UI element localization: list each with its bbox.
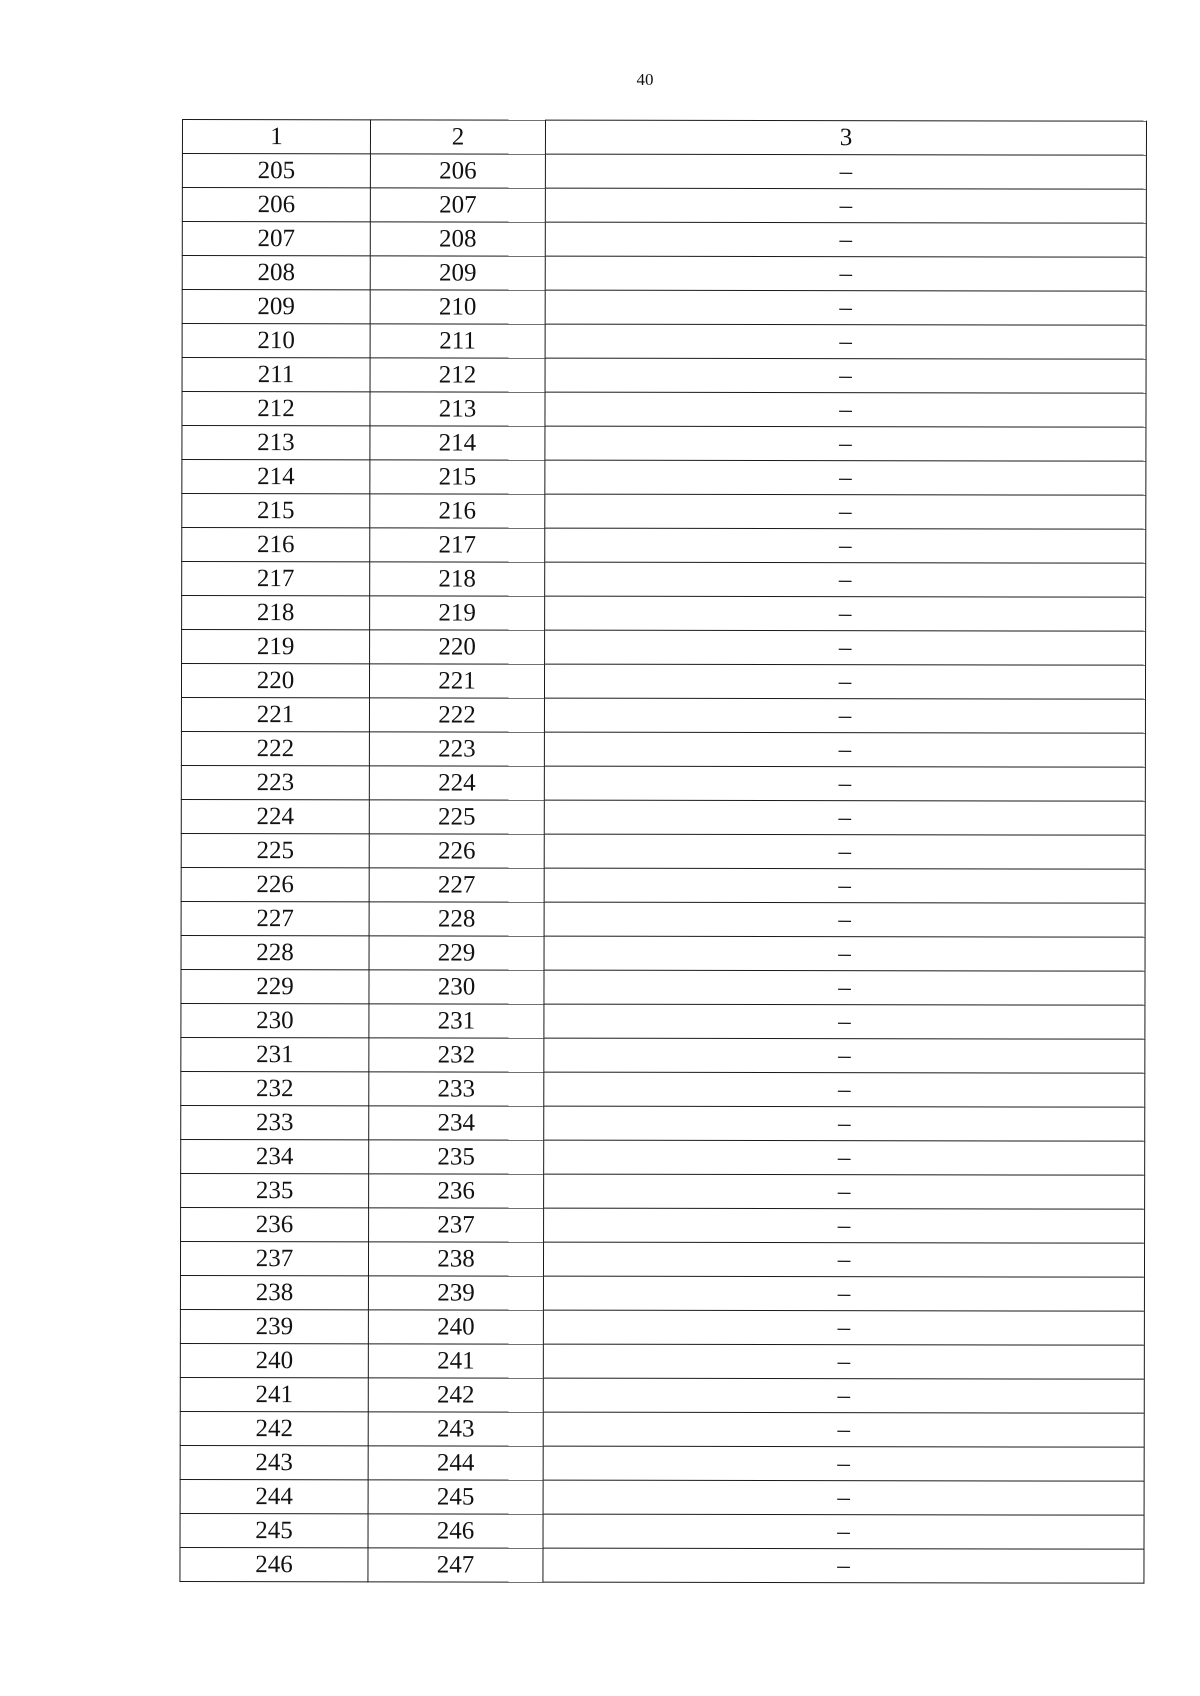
table-cell-col-1: 209: [182, 290, 370, 324]
table-cell-col-1: 212: [182, 392, 370, 426]
table-cell-col-2: 215: [370, 460, 545, 494]
table-cell-col-2: 234: [369, 1106, 544, 1140]
table-cell-col-1: 244: [180, 1479, 368, 1513]
table-cell-col-2: 231: [369, 1004, 544, 1038]
table-cell-col-3: –: [543, 1242, 1144, 1277]
table-row: [182, 324, 1146, 360]
table-cell-col-3: –: [545, 562, 1146, 597]
table-row: [180, 1411, 1144, 1447]
table-cell-col-2: 221: [369, 664, 544, 698]
table-cell-col-2: 222: [369, 698, 544, 732]
table-cell-col-2: 209: [370, 256, 545, 290]
table-cell-col-3: –: [545, 528, 1146, 563]
table-cell-col-2: 236: [369, 1174, 544, 1208]
table-cell-col-2: 230: [369, 970, 544, 1004]
table-cell-col-1: 235: [181, 1173, 369, 1207]
table-cell-col-1: 228: [181, 935, 369, 969]
table-row: [180, 1547, 1144, 1583]
table-cell-col-3: –: [545, 494, 1146, 529]
table-row: [182, 358, 1146, 394]
table-row: [181, 1003, 1145, 1039]
table-cell-col-2: 219: [370, 596, 545, 630]
table-cell-col-1: 234: [181, 1139, 369, 1173]
table-cell-col-2: 233: [369, 1072, 544, 1106]
table-row: [181, 698, 1145, 734]
table-cell-col-1: 210: [182, 324, 370, 358]
table-row: [181, 765, 1145, 801]
table-cell-col-2: 206: [370, 154, 545, 188]
table-cell-col-3: –: [543, 1446, 1144, 1481]
table-row: [181, 1105, 1145, 1141]
table-cell-col-1: 238: [180, 1275, 368, 1309]
table-row: [182, 290, 1146, 326]
table-cell-col-2: 214: [370, 426, 545, 460]
table-cell-col-2: 225: [369, 800, 544, 834]
table-cell-col-3: –: [544, 970, 1145, 1005]
table-cell-col-3: –: [544, 1174, 1145, 1209]
table-row: [182, 596, 1146, 632]
table-cell-col-1: 215: [182, 494, 370, 528]
table-cell-col-3: –: [543, 1412, 1144, 1447]
table-row: [182, 460, 1146, 496]
table-cell-col-3: –: [545, 358, 1146, 393]
table-row: [181, 1173, 1145, 1209]
column-header-1: 1: [182, 120, 370, 154]
table-cell-col-3: –: [544, 698, 1145, 733]
table-cell-col-3: –: [545, 596, 1146, 631]
table-cell-col-2: 227: [369, 868, 544, 902]
table-cell-col-2: 241: [368, 1344, 543, 1378]
table-cell-col-1: 216: [182, 528, 370, 562]
table-cell-col-3: –: [544, 1038, 1145, 1073]
table-row: [182, 494, 1146, 530]
table-cell-col-1: 224: [181, 799, 369, 833]
table-cell-col-1: 229: [181, 969, 369, 1003]
table-cell-col-2: 247: [368, 1548, 543, 1582]
column-header-2: 2: [370, 120, 545, 154]
table-body: [180, 120, 1147, 1584]
table-cell-col-3: –: [543, 1344, 1144, 1379]
table-cell-col-1: 213: [182, 426, 370, 460]
table-cell-col-1: 233: [181, 1105, 369, 1139]
table-row: [181, 1037, 1145, 1073]
table-row: [182, 630, 1146, 666]
table-cell-col-1: 219: [182, 630, 370, 664]
table-cell-col-2: 216: [370, 494, 545, 528]
table-cell-col-3: –: [544, 868, 1145, 903]
table-row: [182, 256, 1146, 292]
table-cell-col-1: 245: [180, 1513, 368, 1547]
table-cell-col-2: 207: [370, 188, 545, 222]
table-cell-col-2: 212: [370, 358, 545, 392]
table-cell-col-3: –: [544, 732, 1145, 767]
table-row: [182, 154, 1146, 190]
table-cell-col-1: 225: [181, 833, 369, 867]
table-cell-col-3: –: [544, 800, 1145, 835]
table-cell-col-2: 223: [369, 732, 544, 766]
table-cell-col-1: 232: [181, 1071, 369, 1105]
table-cell-col-3: –: [543, 1276, 1144, 1311]
table-cell-col-1: 205: [182, 154, 370, 188]
table-cell-col-3: –: [544, 1004, 1145, 1039]
table-row: [180, 1241, 1144, 1277]
table-cell-col-3: –: [544, 1072, 1145, 1107]
table-row: [181, 731, 1145, 767]
table-row: [182, 562, 1146, 598]
table-header-row: [182, 120, 1146, 156]
table-cell-col-1: 227: [181, 901, 369, 935]
table-cell-col-1: 211: [182, 358, 370, 392]
table-cell-col-1: 221: [181, 698, 369, 732]
table-cell-col-3: –: [544, 766, 1145, 801]
table-cell-col-3: –: [545, 222, 1146, 257]
table-row: [181, 1139, 1145, 1175]
table-cell-col-3: –: [545, 426, 1146, 461]
table-row: [182, 392, 1146, 428]
table-cell-col-1: 226: [181, 867, 369, 901]
table-cell-col-3: –: [545, 290, 1146, 325]
table-cell-col-2: 220: [370, 630, 545, 664]
table-cell-col-2: 217: [370, 528, 545, 562]
table-row: [180, 1309, 1144, 1345]
table-cell-col-2: 244: [368, 1446, 543, 1480]
table-row: [181, 1207, 1145, 1243]
table-row: [180, 1275, 1144, 1311]
table-cell-col-2: 240: [368, 1310, 543, 1344]
page-number: 40: [636, 70, 654, 89]
table-cell-col-1: 240: [180, 1343, 368, 1377]
table-row: [181, 901, 1145, 937]
table-cell-col-3: –: [545, 630, 1146, 665]
table-row: [182, 528, 1146, 564]
table-cell-col-3: –: [543, 1548, 1144, 1583]
table-cell-col-1: 218: [182, 596, 370, 630]
data-table: [179, 119, 1147, 1584]
table-cell-col-3: –: [545, 324, 1146, 359]
table-row: [180, 1343, 1144, 1379]
table-cell-col-1: 243: [180, 1445, 368, 1479]
table-cell-col-1: 239: [180, 1309, 368, 1343]
table-cell-col-1: 241: [180, 1377, 368, 1411]
table-cell-col-2: 232: [369, 1038, 544, 1072]
table-cell-col-2: 213: [370, 392, 545, 426]
table-cell-col-2: 226: [369, 834, 544, 868]
table-cell-col-3: –: [545, 460, 1146, 495]
table-cell-col-1: 230: [181, 1003, 369, 1037]
table-cell-col-2: 243: [368, 1412, 543, 1446]
table-cell-col-1: 231: [181, 1037, 369, 1071]
table-cell-col-1: 207: [182, 222, 370, 256]
table-row: [182, 426, 1146, 462]
table-row: [181, 935, 1145, 971]
table-row: [182, 188, 1146, 224]
table-cell-col-3: –: [545, 392, 1146, 427]
table-row: [180, 1377, 1144, 1413]
table-cell-col-2: 228: [369, 902, 544, 936]
table-cell-col-2: 218: [370, 562, 545, 596]
table-cell-col-2: 229: [369, 936, 544, 970]
table-row: [181, 969, 1145, 1005]
table-cell-col-3: –: [545, 188, 1146, 223]
table-cell-col-2: 238: [368, 1242, 543, 1276]
table-cell-col-2: 210: [370, 290, 545, 324]
table-row: [180, 1445, 1144, 1481]
table-row: [180, 1513, 1144, 1549]
table-cell-col-1: 237: [180, 1241, 368, 1275]
table-cell-col-3: –: [544, 936, 1145, 971]
table-cell-col-1: 208: [182, 256, 370, 290]
table-cell-col-1: 222: [181, 731, 369, 765]
table-cell-col-1: 242: [180, 1411, 368, 1445]
table-cell-col-3: –: [543, 1378, 1144, 1413]
table-cell-col-1: 214: [182, 460, 370, 494]
table-cell-col-1: 220: [181, 664, 369, 698]
table-cell-col-3: –: [544, 834, 1145, 869]
table-cell-col-2: 211: [370, 324, 545, 358]
table-row: [181, 664, 1145, 700]
table-cell-col-3: –: [544, 1106, 1145, 1141]
table-cell-col-1: 246: [180, 1547, 368, 1581]
table-cell-col-2: 246: [368, 1514, 543, 1548]
table-row: [181, 1071, 1145, 1107]
table-row: [180, 1479, 1144, 1515]
table-cell-col-3: –: [544, 902, 1145, 937]
table-row: [182, 222, 1146, 258]
table-cell-col-3: –: [544, 1208, 1145, 1243]
table-row: [181, 799, 1145, 835]
table-row: [181, 833, 1145, 869]
column-header-3: 3: [545, 120, 1146, 155]
table-cell-col-2: 242: [368, 1378, 543, 1412]
table-cell-col-3: –: [544, 664, 1145, 699]
table-cell-col-3: –: [544, 1140, 1145, 1175]
table-row: [181, 867, 1145, 903]
table-cell-col-2: 224: [369, 766, 544, 800]
table-cell-col-3: –: [543, 1310, 1144, 1345]
table-cell-col-3: –: [545, 154, 1146, 189]
table-cell-col-2: 239: [368, 1276, 543, 1310]
table-cell-col-2: 237: [369, 1208, 544, 1242]
table-cell-col-2: 208: [370, 222, 545, 256]
table-cell-col-3: –: [543, 1514, 1144, 1549]
table-cell-col-1: 206: [182, 188, 370, 222]
table-cell-col-1: 217: [182, 562, 370, 596]
table-cell-col-3: –: [545, 256, 1146, 291]
table-cell-col-3: –: [543, 1480, 1144, 1515]
table-cell-col-2: 245: [368, 1480, 543, 1514]
table-cell-col-1: 223: [181, 765, 369, 799]
table-cell-col-2: 235: [369, 1140, 544, 1174]
table-cell-col-1: 236: [181, 1207, 369, 1241]
